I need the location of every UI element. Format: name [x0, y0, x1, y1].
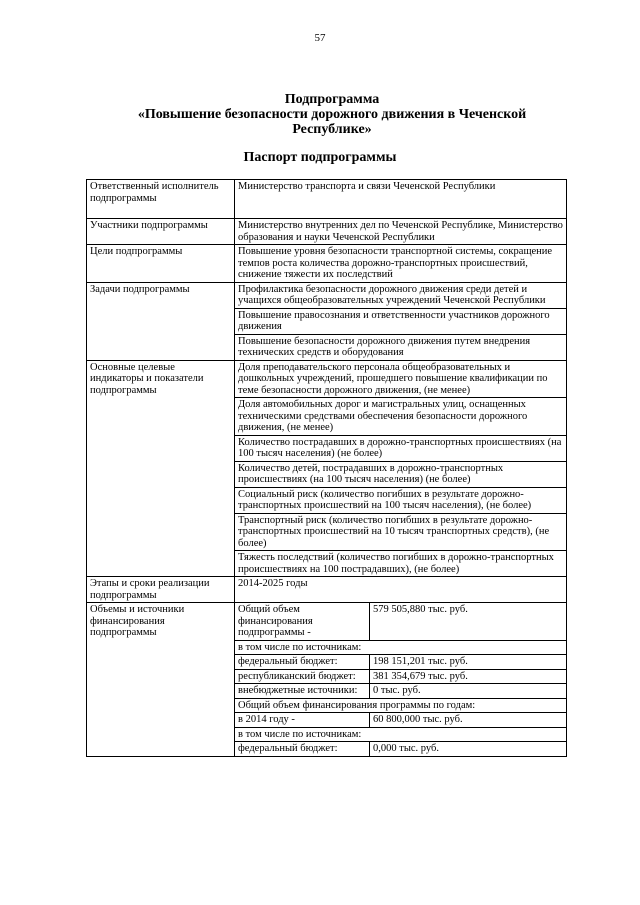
table-row: [235, 669, 566, 684]
federal-budget-label: федеральный бюджет:: [235, 655, 370, 670]
tasks-label: Задачи подпрограммы: [87, 282, 235, 360]
task-item: Повышение правосознания и ответственности участников дорожного движения: [235, 308, 566, 334]
participants-label: Участники подпрограммы: [87, 219, 235, 245]
funding-sources-label-2: в том числе по источникам:: [235, 727, 566, 742]
federal-budget-2014-value: 0,000 тыс. руб.: [370, 742, 567, 756]
indicator-item: Количество пострадавших в дорожно-транспортных происшествиях (на 100 тысяч населения) (не более): [235, 435, 566, 461]
federal-budget-2014-label: федеральный бюджет:: [235, 742, 370, 756]
funding-total-value: 579 505,880 тыс. руб.: [370, 603, 567, 640]
year-2014-label: в 2014 году -: [235, 713, 370, 728]
indicator-item: Транспортный риск (количество погибших в результате дорожно-транспортных происшествий на 10 тысяч транспортных средств), (не более): [235, 513, 566, 551]
passport-table: [86, 179, 567, 757]
stages-value: 2014-2025 годы: [235, 577, 567, 603]
indicator-item: Количество детей, пострадавших в дорожно-транспортных происшествиях (на 100 тысяч населения) (не более): [235, 461, 566, 487]
indicator-item: Социальный риск (количество погибших в результате дорожно-транспортных происшествий на 100 тысяч населения), (не более): [235, 487, 566, 513]
table-row: [87, 360, 567, 577]
table-row: [235, 713, 566, 728]
task-item: Профилактика безопасности дорожного движения среди детей и учащихся общеобразовательных учреждений Чеченской Республики: [238, 283, 546, 306]
table-row: [87, 180, 567, 219]
extra-budget-label: внебюджетные источники:: [235, 684, 370, 699]
table-row: [87, 219, 567, 245]
table-row: [87, 282, 567, 360]
funding-by-years-label: Общий объем финансирования программы по годам:: [235, 698, 566, 713]
subprogram-label: Подпрограмма: [284, 92, 380, 107]
stages-label: Этапы и сроки реализации подпрограммы: [87, 577, 235, 603]
responsible-value: Министерство транспорта и связи Чеченской Республики: [235, 180, 567, 219]
funding-total-label: Общий объем финансирования подпрограммы -: [235, 603, 370, 640]
indicator-item: Тяжесть последствий (количество погибших в дорожно-транспортных происшествиях на 100 пострадавших), (не более): [235, 550, 566, 576]
page-number: 57: [314, 32, 326, 44]
table-row: [235, 684, 566, 699]
funding-details: [235, 603, 567, 757]
table-row: [235, 698, 566, 713]
extra-budget-value: 0 тыс. руб.: [370, 684, 567, 699]
table-row: [235, 727, 566, 742]
participants-value: Министерство внутренних дел по Чеченской Республике, Министерство образования и науки Чеченской Республики: [235, 219, 567, 245]
year-2014-value: 60 800,000 тыс. руб.: [370, 713, 567, 728]
task-item: Повышение безопасности дорожного движения путем внедрения технических средств и оборудования: [235, 334, 566, 360]
responsible-label: Ответственный исполнитель подпрограммы: [87, 180, 235, 219]
subprogram-title: «Повышение безопасности дорожного движения в Чеченской Республике»: [137, 107, 527, 137]
table-row: [235, 603, 566, 640]
table-row: [235, 655, 566, 670]
indicator-item: Доля автомобильных дорог и магистральных улиц, оснащенных техническими средствами обеспечения безопасности дорожного движения, (не менее): [235, 397, 566, 435]
goals-value: Повышение уровня безопасности транспортной системы, сокращение темпов роста количества дорожно-транспортных происшествий, снижение тяжести их последствий: [235, 245, 567, 283]
subprogram-heading: [112, 92, 552, 137]
table-row: [87, 603, 567, 757]
funding-table: [235, 603, 566, 756]
goals-label: Цели подпрограммы: [87, 245, 235, 283]
table-row: [235, 640, 566, 655]
federal-budget-value: 198 151,201 тыс. руб.: [370, 655, 567, 670]
table-row: [87, 577, 567, 603]
passport-title: Паспорт подпрограммы: [243, 150, 397, 165]
republic-budget-value: 381 354,679 тыс. руб.: [370, 669, 567, 684]
table-row: [87, 245, 567, 283]
funding-sources-label: в том числе по источникам:: [235, 640, 566, 655]
indicator-item: Доля преподавательского персонала общеобразовательных и дошкольных учреждений, прошедшего повышение квалификации по теме безопасности дорожного движения, (не менее): [238, 361, 548, 396]
indicators-label: Основные целевые индикаторы и показатели подпрограммы: [87, 360, 235, 577]
table-row: [235, 742, 566, 756]
indicators-list: [235, 360, 567, 577]
tasks-list: [235, 282, 567, 360]
republic-budget-label: республиканский бюджет:: [235, 669, 370, 684]
funding-label: Объемы и источники финансирования подпрограммы: [87, 603, 235, 757]
